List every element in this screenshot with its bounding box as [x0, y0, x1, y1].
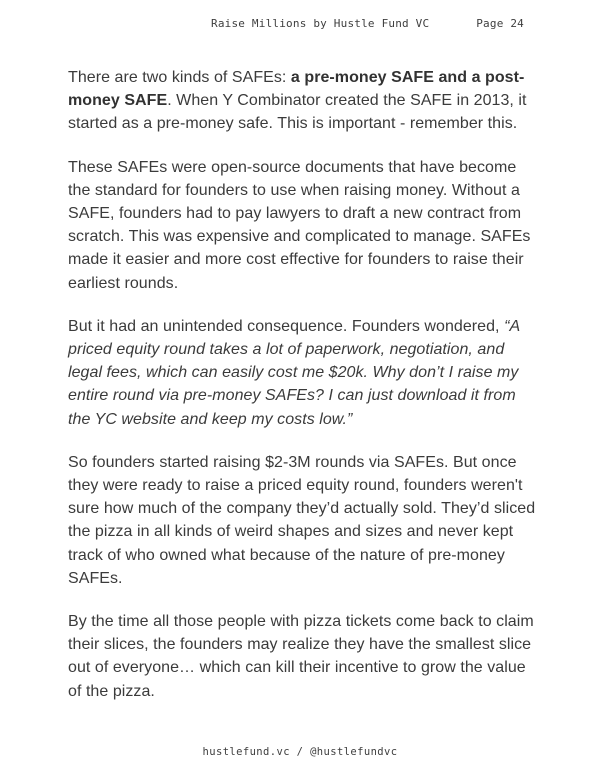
- text-run-italic-quote: “A priced equity round takes a lot of paperwork, negotiation, and legal fees, which can easily cost me $20k. Why don’t I raise my entire round via pre-money SAFEs? I can just download it from the YC website and keep my costs low.”: [68, 317, 520, 428]
- paragraph-unintended-consequence: [68, 315, 538, 431]
- text-run: These SAFEs were open-source documents that have become the standard for founders to use when raising money. Without a SAFE, founders had to pay lawyers to draft a new contract from scratch. This was expensive and complicated to manage. SAFEs made it easier and more cost effective for founders to raise their earliest rounds.: [68, 158, 531, 292]
- text-run: So founders started raising $2-3M rounds via SAFEs. But once they were ready to raise a priced equity round, founders weren't sure how much of the company they’d actually sold. They’d sliced the pizza in all kinds of weird shapes and sizes and never kept track of who owned what because of the nature of pre-money SAFEs.: [68, 453, 536, 587]
- text-run: . When Y Combinator created the SAFE in 2013, it started as a pre-money safe. This is important - remember this.: [68, 92, 527, 133]
- book-title: Raise Millions by Hustle Fund VC: [211, 17, 430, 30]
- paragraph-safes-two-kinds: [68, 66, 538, 136]
- text-run: But it had an unintended consequence. Founders wondered,: [68, 317, 505, 335]
- text-run: There are two kinds of SAFEs:: [68, 69, 291, 86]
- page-footer: hustlefund.vc / @hustlefundvc: [202, 746, 398, 758]
- paragraph-open-source: [68, 156, 538, 295]
- text-run-bold: a pre-money SAFE and a post-money SAFE: [68, 69, 525, 110]
- page-header: [0, 0, 600, 40]
- page-body: [68, 66, 538, 723]
- text-run: By the time all those people with pizza tickets come back to claim their slices, the founders may realize they have the smallest slice out of everyone… which can kill their incentive to grow the value of the pizza.: [68, 613, 534, 700]
- paragraph-raising-rounds: [68, 451, 538, 590]
- page-number-label: Page 24: [476, 17, 524, 30]
- paragraph-pizza-tickets: [68, 610, 538, 703]
